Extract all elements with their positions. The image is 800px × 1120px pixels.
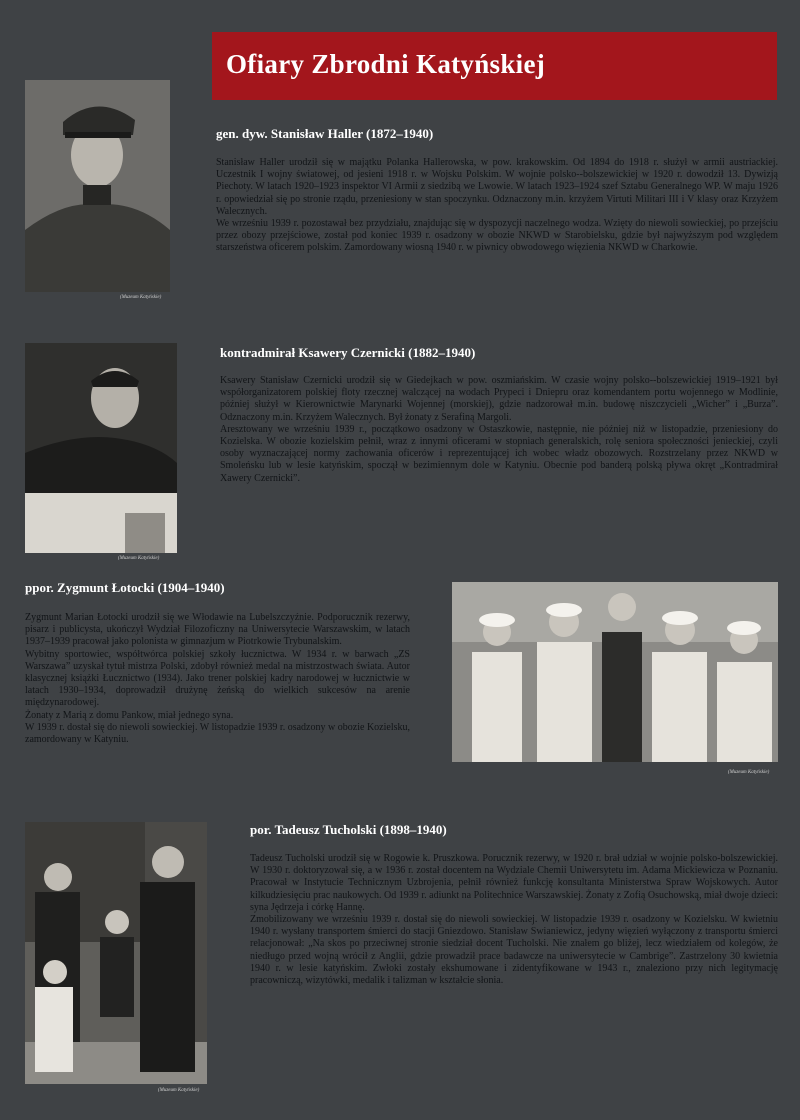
bio-paragraph: Zygmunt Marian Łotocki urodził się we Włodawie na Lubelszczyźnie. Podporucznik rezerwy, pisarz i publicysta, ukończył Wydział Filozoficzny na Uniwersytecie Warszawskim, w latach 1937–1939 pracował jako polonista w gimnazjum w Piotrkowie Trybunalskim.: [25, 612, 410, 648]
portrait-czernicki: [25, 343, 177, 553]
photo-credit: (Muzeum Katyńskie): [120, 295, 162, 300]
photo-credit: (Muzeum Katyńskie): [118, 556, 160, 561]
heading-haller: gen. dyw. Stanisław Haller (1872–1940): [216, 126, 434, 141]
heading-lotocki: ppor. Zygmunt Łotocki (1904–1940): [25, 580, 225, 595]
portrait-haller: [25, 80, 170, 292]
bio-paragraph: W 1939 r. dostał się do niewoli sowieckiej. W listopadzie 1939 r. osadzony w obozie Kozielsku, zamordowany w Katyniu.: [25, 721, 410, 746]
bio-lotocki: [25, 612, 410, 746]
bio-paragraph: Tadeusz Tucholski urodził się w Rogowie k. Pruszkowa. Porucznik rezerwy, w 1920 r. brał udział w wojnie polsko-bolszewickiej. W 1930 r. doktoryzował się, a w 1936 r. został docentem na Wydziale Chemii Uniwersytetu im. Adama Mickiewicza w Poznaniu. Pracował w Instytucie Technicznym Uzbrojenia, pełnił również funkcję konsultanta Ministerstwa Spraw Wojskowych. Autor kilkudziesięciu prac naukowych. Od 1939 r. adiunkt na Politechnice Warszawskiej. Żonaty z Zofią Osuchowską, miał dwoje dzieci: syna Jędrzeja i córkę Hannę.: [250, 853, 778, 913]
page-title: Ofiary Zbrodni Katyńskiej: [226, 49, 546, 79]
photo-tucholski-family: [25, 822, 207, 1084]
photo-archery-team: [452, 582, 778, 762]
bio-paragraph: Wybitny sportowiec, współtwórca polskiej szkoły łucznictwa. W 1934 r. w barwach „ZS Warszawa” uzyskał tytuł mistrza Polski, zdobył również medal na mistrzostwach świata. Autor klasycznej książki Łucznictwo (1934). Jako trener polskiej kadry narodowej w łucznictwie w latach 1930–1934, doprowadził drużynę żeńską do wielkich sukcesów na arenie międzynarodowej.: [25, 648, 410, 709]
bio-paragraph: Aresztowany we wrześniu 1939 r., początkowo osadzony w Ostaszkowie, następnie, nie później niż w listopadzie, przeniesiony do Kozielska. W obozie kozielskim pełnił, wraz z innymi oficerami w stopniach generalskich, rolę seniora społeczności jenieckiej, czyli osoby wyznaczającej normy zachowania oficerów i reprezentującej ich wobec władz obozowych. Rozstrzelany przez NKWD w Smoleńsku lub w lesie katyńskim, spoczął w bezimiennym dole w Katyniu. Obecnie pod banderą polską pływa okręt „Kontradmirał Xawery Czernicki”.: [220, 423, 778, 484]
heading-czernicki: kontradmirał Ksawery Czernicki (1882–1940): [220, 345, 476, 360]
bio-paragraph: Żonaty z Marią z domu Pankow, miał jednego syna.: [25, 709, 234, 721]
title-banner: [212, 32, 777, 100]
bio-paragraph: Stanisław Haller urodził się w majątku Polanka Hallerowska, w pow. krakowskim. Od 1894 do 1918 r. służył w armii austriackiej. Uczestnik I wojny światowej, od jesieni 1918 r. w Wojsku Polskim. W wojnie polsko--bolszewickiej w 1920 r. dowodził 13. Dywizją Piechoty. W latach 1920–1923 inspektor VI Armii z siedzibą we Lwowie. W latach 1923–1924 szef Sztabu Generalnego WP. W maju 1926 r. opowiedział się po stronie rządu, przeniesiony w stan spoczynku. Odznaczony m.in. krzyżem Virtuti Militari III i V klasy oraz Krzyżem Walecznych.: [216, 157, 778, 217]
heading-tucholski: por. Tadeusz Tucholski (1898–1940): [250, 822, 447, 837]
bio-paragraph: We wrześniu 1939 r. pozostawał bez przydziału, znajdując się w dyspozycji naczelnego wodza. Wzięty do niewoli sowieckiej, po przejściu przez obozy przejściowe, został pod koniec 1939 r. osadzony w obozie NKWD w Starobielsku, gdzie był najwyższym pod względem starszeństwa oficerem polskim. Zamordowany wiosną 1940 r. w piwnicy obwodowego więzienia NKWD w Charkowie.: [216, 218, 778, 254]
photo-credit: (Muzeum Katyńskie): [158, 1088, 200, 1093]
photo-credit: (Muzeum Katyńskie): [728, 770, 770, 775]
bio-paragraph: Zmobilizowany we wrześniu 1939 r. dostał się do niewoli sowieckiej. W listopadzie 1939 r. osadzony w Kozielsku. W kwietniu 1940 r. wysłany transportem śmierci do stacji Gniezdowo. Stanisław Swianiewicz, jedyny więzień wyłączony z transportu śmierci relacjonował: „Na skos po przeciwnej stronie siedział docent Tucholski. Nie znałem go bliżej, lecz wiedziałem od kolegów, że niedługo przed wojną wrócił z Anglii, gdzie prowadził prace badawcze na uniwersytecie w Cambrige”. Zastrzelony 30 kwietnia 1940 r. w lesie katyńskim. Zwłoki zostały ekshumowane i zidentyfikowane w 1943 r., znaleziono przy nich legitymację pracowniczą, wizytówki, medalik i talizman w kształcie słonia.: [250, 914, 778, 987]
bio-czernicki: [220, 375, 778, 485]
bio-paragraph: Ksawery Stanisław Czernicki urodził się w Giedejkach w pow. oszmiańskim. W czasie wojny polsko--bolszewickiej 1919–1921 był współorganizatorem polskiej floty rzecznej walczącej na wodach Prypeci i Dniepru oraz komendantem portu wojennego w Modlinie, później służył w Kierownictwie Marynarki Wojennej (morskiej), gdzie nadzorował m.in. budowę niszczycieli „Wicher” i „Burza”. Odznaczony m.in. Krzyżem Walecznych. Był żonaty z Serafiną Margoli.: [220, 375, 778, 423]
bio-tucholski: [250, 853, 778, 987]
bio-haller: [216, 157, 778, 255]
